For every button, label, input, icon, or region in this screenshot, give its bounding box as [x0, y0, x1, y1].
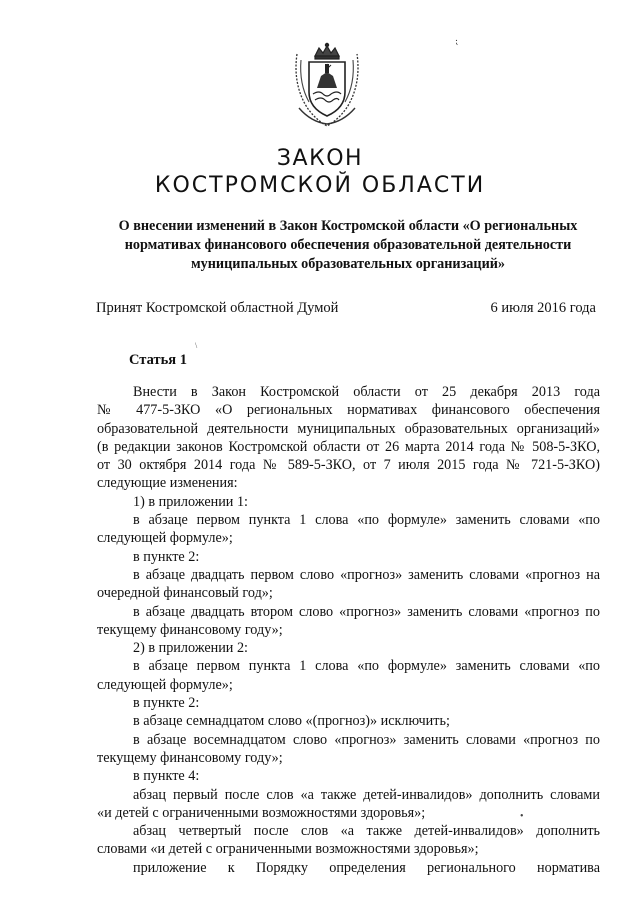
article-heading: Статья 1: [129, 352, 187, 368]
text-line: очередной финансовый год»;: [97, 585, 273, 602]
text-line: следующей формуле»;: [97, 530, 233, 547]
article-body: [97, 383, 600, 877]
text-line: № 477-5-ЗКО «О региональных нормативах финансового обеспечения: [97, 402, 600, 419]
text-line: в абзаце семнадцатом слово «(прогноз)» исключить;: [133, 713, 450, 730]
text-line: абзац первый после слов «а также детей-инвалидов» дополнить словами: [133, 786, 600, 803]
text-line: в пункте 2:: [133, 548, 200, 565]
text-line: в абзаце двадцать втором слово «прогноз» заменить словами «прогноз по: [133, 603, 600, 620]
text-line: в пункте 2:: [133, 695, 200, 712]
text-line: от 30 октября 2014 года № 589-5-ЗКО, от 7 июля 2015 года № 721-5-ЗКО): [97, 457, 600, 474]
adopting-body: Принят Костромской областной Думой: [96, 300, 339, 316]
text-line: в абзаце восемнадцатом слово «прогноз» заменить словами «прогноз по: [133, 731, 600, 748]
text-line: в абзаце двадцать первом слово «прогноз» заменить словами «прогноз на: [133, 566, 600, 583]
text-line: Внести в Закон Костромской области от 25 декабря 2013 года: [133, 384, 600, 400]
document-title-line2: КОСТРОМСКОЙ ОБЛАСТИ: [154, 173, 486, 198]
document-title-line1: ЗАКОН: [276, 146, 364, 171]
text-line: следующие изменения:: [97, 475, 238, 492]
text-line: текущему финансовому году»;: [97, 621, 283, 638]
text-line: образовательной деятельности муниципальных образовательных организаций»: [97, 420, 600, 437]
text-line: приложение к Порядку определения регионального норматива: [133, 859, 600, 876]
scan-speck: ⁏: [455, 36, 459, 46]
subtitle-line: нормативах финансового обеспечения образовательной деятельности: [124, 237, 572, 253]
text-line: текущему финансовому году»;: [97, 749, 283, 766]
subtitle-line: муниципальных образовательных организаций»: [190, 256, 506, 272]
text-line: словами «и детей с ограниченными возможностями здоровья»;: [97, 841, 479, 858]
text-line: абзац четвертый после слов «а также детей-инвалидов» дополнить: [133, 823, 600, 840]
coat-of-arms-icon: [291, 42, 363, 128]
text-line: в пункте 4:: [133, 768, 200, 785]
list-item: 2) в приложении 2:: [133, 640, 248, 657]
text-line: в абзаце первом пункта 1 слова «по формуле» заменить словами «по: [133, 658, 600, 675]
text-line: следующей формуле»;: [97, 676, 233, 693]
scan-mark: •: [520, 811, 524, 822]
text-line: в абзаце первом пункта 1 слова «по формуле» заменить словами «по: [133, 512, 600, 529]
text-line: «и детей с ограниченными возможностями здоровья»;: [97, 804, 426, 821]
text-line: (в редакции законов Костромской области от 26 марта 2014 года № 508-5-ЗКО,: [97, 438, 600, 455]
adoption-date: 6 июля 2016 года: [490, 300, 596, 316]
adoption-line: [96, 300, 596, 317]
law-subtitle: [96, 217, 600, 274]
list-item: 1) в приложении 1:: [133, 493, 248, 510]
subtitle-line: О внесении изменений в Закон Костромской области «О региональных: [118, 218, 578, 234]
scan-mark: \: [195, 341, 198, 350]
